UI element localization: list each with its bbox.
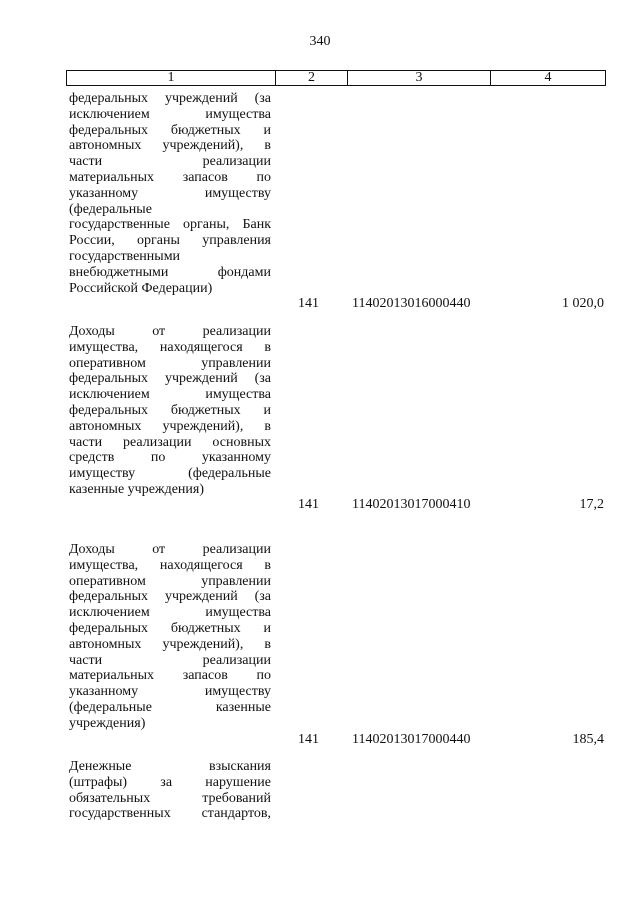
column-header-2: 2 bbox=[276, 71, 348, 85]
budget-class-code: 11402013017000410 bbox=[352, 497, 471, 512]
row-description bbox=[69, 759, 271, 822]
row-description bbox=[69, 324, 271, 498]
column-header-4: 4 bbox=[544, 70, 552, 85]
description-line: России, органы управления bbox=[69, 233, 271, 249]
description-line: части реализации bbox=[69, 154, 271, 170]
description-line: автономных учреждений), в bbox=[69, 636, 271, 652]
description-line: исключением имущества bbox=[69, 605, 271, 621]
budget-class-code: 11402013017000440 bbox=[352, 732, 471, 747]
description-line: автономных учреждений), в bbox=[69, 418, 271, 434]
amount-value: 185,4 bbox=[572, 732, 604, 747]
admin-code: 141 bbox=[298, 296, 319, 311]
row-description bbox=[69, 542, 271, 732]
description-line: Денежные взыскания bbox=[69, 759, 271, 774]
description-line: (федеральные bbox=[69, 201, 152, 217]
description-line: исключением имущества bbox=[69, 387, 271, 403]
admin-code: 141 bbox=[298, 497, 319, 512]
description-line: Доходы от реализации bbox=[69, 324, 271, 339]
description-line: Российской Федерации) bbox=[69, 280, 213, 296]
description-line: федеральных бюджетных и bbox=[69, 402, 271, 418]
description-line: государственными bbox=[69, 248, 181, 264]
budget-class-code: 11402013016000440 bbox=[352, 296, 471, 311]
description-line: автономных учреждений), в bbox=[69, 138, 271, 154]
description-line: федеральных учреждений (за bbox=[69, 371, 271, 387]
description-line: (федеральные казенные bbox=[69, 699, 271, 715]
description-line: имущества, находящегося в bbox=[69, 557, 271, 573]
description-line: имущества, находящегося в bbox=[69, 339, 271, 355]
description-line: средств по указанному bbox=[69, 450, 271, 466]
description-line: федеральных бюджетных и bbox=[69, 122, 271, 138]
description-line: материальных запасов по bbox=[69, 668, 271, 684]
column-header-1: 1 bbox=[67, 71, 276, 85]
description-line: федеральных учреждений (за bbox=[69, 91, 271, 106]
page-number: 340 bbox=[309, 34, 331, 49]
amount-value: 17,2 bbox=[579, 497, 604, 512]
description-line: исключением имущества bbox=[69, 106, 271, 122]
description-line: указанному имуществу bbox=[69, 185, 271, 201]
admin-code: 141 bbox=[298, 732, 319, 747]
description-line: оперативном управлении bbox=[69, 573, 271, 589]
description-line: государственных стандартов, bbox=[69, 806, 271, 822]
description-line: казенные учреждения) bbox=[69, 481, 205, 497]
description-line: части реализации bbox=[69, 652, 271, 668]
description-line: государственные органы, Банк bbox=[69, 217, 271, 233]
description-line: части реализации основных bbox=[69, 434, 271, 450]
description-line: имуществу (федеральные bbox=[69, 466, 271, 482]
description-line: указанному имуществу bbox=[69, 684, 271, 700]
description-line: внебюджетными фондами bbox=[69, 264, 271, 280]
column-header-3: 3 bbox=[348, 71, 491, 85]
description-line: Доходы от реализации bbox=[69, 542, 271, 557]
description-line: оперативном управлении bbox=[69, 355, 271, 371]
amount-value: 1 020,0 bbox=[562, 296, 604, 311]
table-header bbox=[66, 70, 606, 86]
description-line: учреждения) bbox=[69, 715, 146, 731]
description-line: (штрафы) за нарушение bbox=[69, 774, 271, 790]
description-line: федеральных учреждений (за bbox=[69, 589, 271, 605]
description-line: обязательных требований bbox=[69, 790, 271, 806]
row-description bbox=[69, 91, 271, 296]
description-line: федеральных бюджетных и bbox=[69, 620, 271, 636]
description-line: материальных запасов по bbox=[69, 169, 271, 185]
